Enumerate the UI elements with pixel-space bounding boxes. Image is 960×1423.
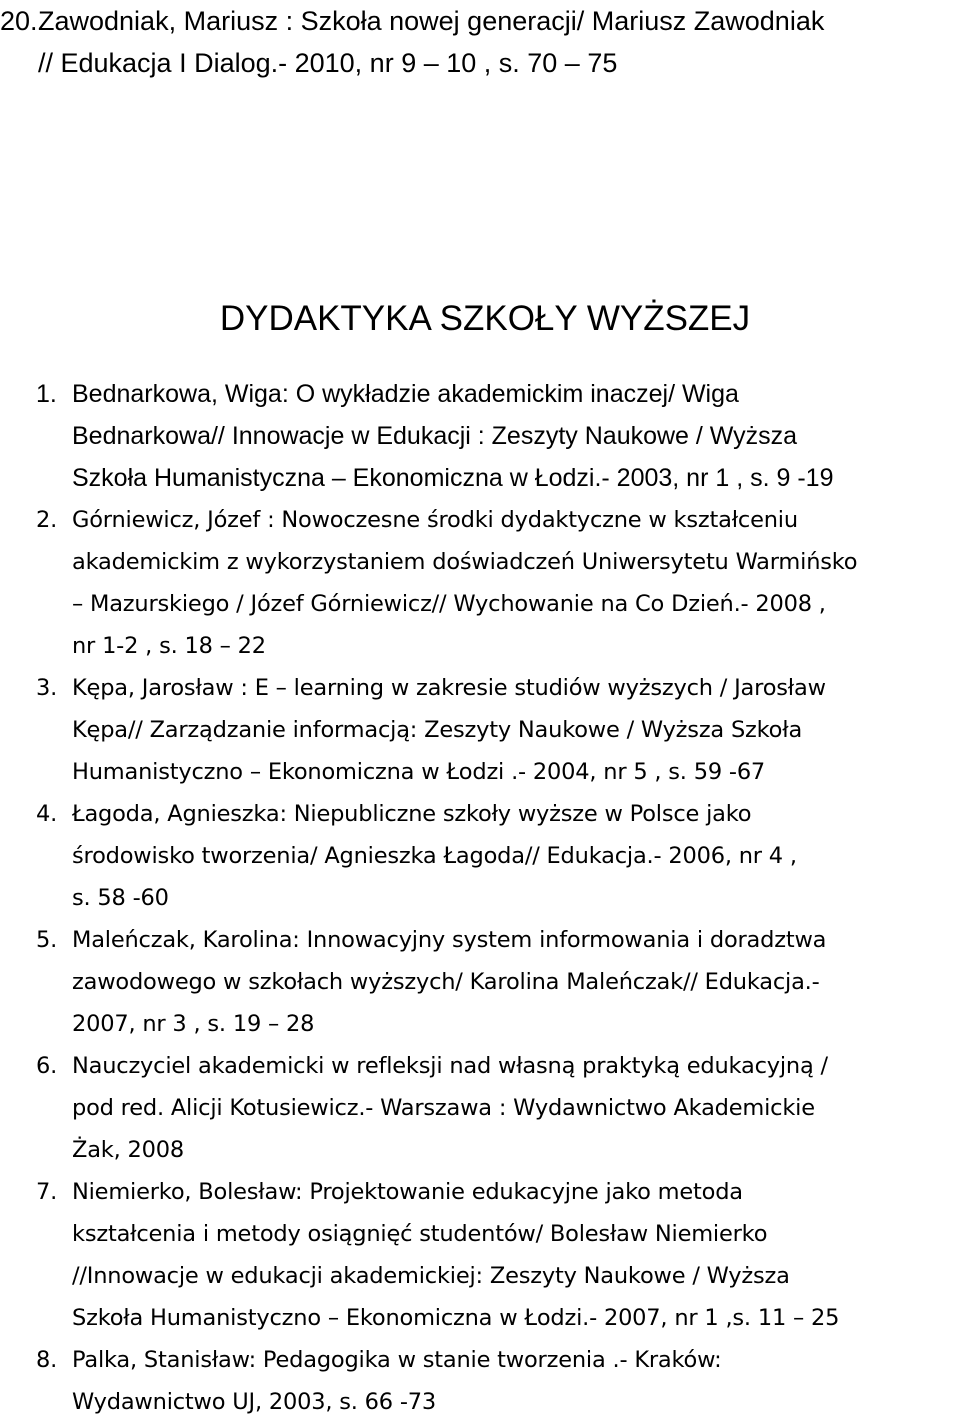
list-item xyxy=(0,1045,960,1171)
item-text xyxy=(72,1339,960,1423)
bibliography-list xyxy=(0,373,960,1423)
item-line: Palka, Stanisław: Pedagogika w stanie tworzenia .- Kraków: xyxy=(72,1347,722,1373)
item-text xyxy=(72,1171,960,1339)
item-line: akademickim z wykorzystaniem doświadczeń Uniwersytetu Warmińsko xyxy=(72,549,858,575)
item-text xyxy=(72,793,960,919)
item-line: Maleńczak, Karolina: Innowacyjny system informowania i doradztwa xyxy=(72,927,827,953)
item-line: Górniewicz, Józef : Nowoczesne środki dydaktyczne w kształceniu xyxy=(72,507,798,533)
list-item xyxy=(0,373,960,499)
bibliography-entry-20 xyxy=(0,0,950,84)
item-text xyxy=(72,499,960,667)
item-line: Kępa// Zarządzanie informacją: Zeszyty Naukowe / Wyższa Szkoła xyxy=(72,717,803,743)
item-line: Bednarkowa, Wiga: O wykładzie akademickim inaczej/ Wiga xyxy=(72,380,739,408)
item-number: 2. xyxy=(36,507,58,533)
item-line: Żak, 2008 xyxy=(72,1137,184,1163)
item-line: – Mazurskiego / Józef Górniewicz// Wychowanie na Co Dzień.- 2008 , xyxy=(72,591,826,617)
list-item xyxy=(0,919,960,1045)
item-line: 2007, nr 3 , s. 19 – 28 xyxy=(72,1011,315,1037)
item-line: s. 58 -60 xyxy=(72,885,169,911)
item-line: //Innowacje w edukacji akademickiej: Zeszyty Naukowe / Wyższa xyxy=(72,1263,790,1289)
item-line: Nauczyciel akademicki w refleksji nad własną praktyką edukacyjną / xyxy=(72,1053,828,1079)
item-number: 4. xyxy=(36,801,58,827)
list-item xyxy=(0,499,960,667)
item-line: środowisko tworzenia/ Agnieszka Łagoda// Edukacja.- 2006, nr 4 , xyxy=(72,843,797,869)
item-line: Niemierko, Bolesław: Projektowanie edukacyjne jako metoda xyxy=(72,1179,743,1205)
list-item xyxy=(0,1339,960,1423)
item-line: zawodowego w szkołach wyższych/ Karolina Maleńczak// Edukacja.- xyxy=(72,969,820,995)
item-number: 5. xyxy=(36,927,58,953)
entry-first-line xyxy=(0,0,950,42)
item-line: kształcenia i metody osiągnięć studentów/ Bolesław Niemierko xyxy=(72,1221,768,1247)
item-text xyxy=(72,667,960,793)
entry-text-line: Zawodniak, Mariusz : Szkoła nowej generacji/ Mariusz Zawodniak xyxy=(38,6,825,36)
item-line: Kępa, Jarosław : E – learning w zakresie studiów wyższych / Jarosław xyxy=(72,675,826,701)
item-number: 7. xyxy=(36,1179,58,1205)
item-text xyxy=(72,919,960,1045)
item-text xyxy=(72,373,960,499)
item-number: 8. xyxy=(36,1347,58,1373)
section-heading: DYDAKTYKA SZKOŁY WYŻSZEJ xyxy=(219,299,751,338)
item-number: 3. xyxy=(36,675,58,701)
list-item xyxy=(0,667,960,793)
item-number: 1. xyxy=(36,380,57,408)
item-line: Szkoła Humanistyczna – Ekonomiczna w Łodzi.- 2003, nr 1 , s. 9 -19 xyxy=(72,464,834,492)
entry-number: 20. xyxy=(0,6,38,36)
list-item xyxy=(0,1171,960,1339)
item-line: nr 1-2 , s. 18 – 22 xyxy=(72,633,266,659)
item-line: Szkoła Humanistyczno – Ekonomiczna w Łodzi.- 2007, nr 1 ,s. 11 – 25 xyxy=(72,1305,840,1331)
item-number: 6. xyxy=(36,1053,58,1079)
item-line: Wydawnictwo UJ, 2003, s. 66 -73 xyxy=(72,1389,436,1415)
entry-text-line: // Edukacja I Dialog.- 2010, nr 9 – 10 , s. 70 – 75 xyxy=(38,48,618,78)
item-line: Łagoda, Agnieszka: Niepubliczne szkoły wyższe w Polsce jako xyxy=(72,801,752,827)
item-line: pod red. Alicji Kotusiewicz.- Warszawa : Wydawnictwo Akademickie xyxy=(72,1095,815,1121)
list-item xyxy=(0,793,960,919)
item-line: Bednarkowa// Innowacje w Edukacji : Zeszyty Naukowe / Wyższa xyxy=(72,422,798,450)
item-text xyxy=(72,1045,960,1171)
item-line: Humanistyczno – Ekonomiczna w Łodzi .- 2004, nr 5 , s. 59 -67 xyxy=(72,759,766,785)
